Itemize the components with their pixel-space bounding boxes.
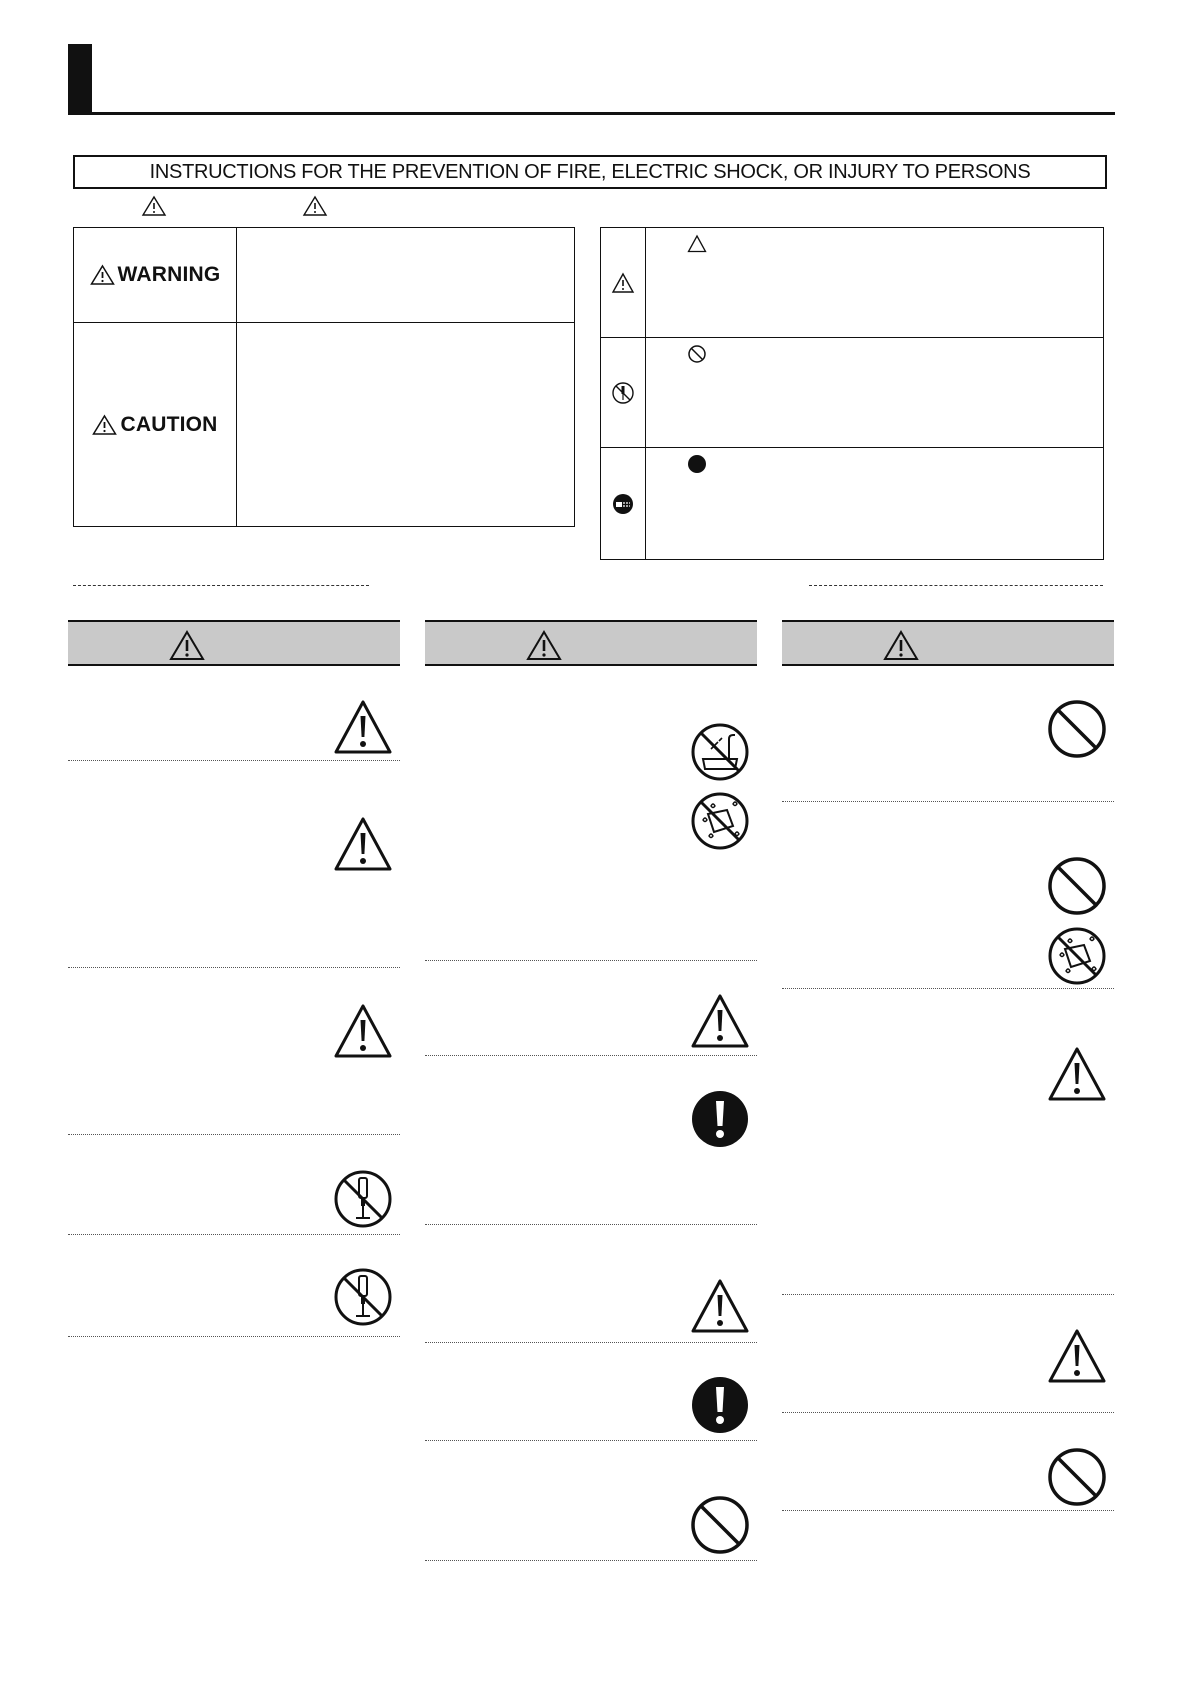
prohibition-circle-icon — [687, 344, 707, 364]
dotted-separator — [425, 1560, 757, 1561]
header-marker-block — [68, 44, 92, 115]
dotted-separator — [68, 1336, 400, 1337]
symbol-row-triangle — [601, 228, 1103, 338]
warning-legend-label — [74, 228, 237, 322]
dotted-separator — [782, 1294, 1114, 1295]
warning-triangle-icon — [90, 264, 115, 286]
dotted-separator — [425, 1224, 757, 1225]
prohibition-circle-icon — [1046, 698, 1108, 760]
warning-triangle-icon — [882, 629, 920, 662]
warning-triangle-icon — [611, 271, 635, 295]
caution-legend-label — [74, 323, 237, 526]
warning-triangle-icon — [1046, 1044, 1108, 1106]
warning-triangle-icon — [302, 195, 328, 217]
dotted-separator — [782, 988, 1114, 989]
page-title: INSTRUCTIONS FOR THE PREVENTION OF FIRE, ELECTRIC SHOCK, OR INJURY TO PERSONS — [73, 155, 1107, 189]
dotted-separator — [68, 1134, 400, 1135]
triangle-outline-icon — [687, 234, 707, 254]
prohibition-circle-icon — [689, 1494, 751, 1556]
dotted-separator — [425, 1055, 757, 1056]
dashed-divider-left — [73, 585, 369, 586]
column-2-header — [425, 620, 757, 666]
warning-triangle-icon — [689, 991, 751, 1053]
header-rule — [68, 112, 1115, 115]
dotted-separator — [425, 1440, 757, 1441]
warning-legend-row — [74, 228, 574, 323]
filled-circle-icon — [687, 454, 707, 474]
no-water-icon — [1046, 925, 1108, 987]
mandatory-exclamation-icon — [689, 1374, 751, 1436]
symbol-row-prohibition — [601, 338, 1103, 448]
warning-triangle-icon — [1046, 1326, 1108, 1388]
warning-label-text: WARNING — [117, 263, 221, 286]
caution-label-text: CAUTION — [120, 412, 218, 436]
warning-triangle-icon — [332, 814, 394, 876]
unplug-icon — [611, 492, 635, 516]
symbol-cell — [601, 338, 646, 447]
dotted-separator — [782, 1412, 1114, 1413]
dashed-divider-right — [809, 585, 1103, 586]
dotted-separator — [68, 760, 400, 761]
warning-triangle-icon — [141, 195, 167, 217]
mandatory-exclamation-icon — [689, 1088, 751, 1150]
dotted-separator — [425, 1342, 757, 1343]
symbol-cell — [601, 228, 646, 337]
prohibition-circle-icon — [1046, 855, 1108, 917]
symbol-cell — [601, 448, 646, 559]
no-disassembly-icon — [332, 1266, 394, 1328]
dotted-separator — [68, 1234, 400, 1235]
dotted-separator — [68, 967, 400, 968]
no-disassembly-icon — [611, 381, 635, 405]
caution-legend-row — [74, 323, 574, 526]
no-disassembly-icon — [332, 1168, 394, 1230]
dotted-separator — [425, 960, 757, 961]
dotted-separator — [782, 1510, 1114, 1511]
symbol-legend-table — [600, 227, 1104, 560]
no-water-icon — [689, 790, 751, 852]
column-1-header — [68, 620, 400, 666]
warning-triangle-icon — [525, 629, 563, 662]
column-3-header — [782, 620, 1114, 666]
no-water-source-icon — [689, 721, 751, 783]
warning-triangle-icon — [92, 414, 117, 436]
warning-triangle-icon — [689, 1276, 751, 1338]
warning-triangle-icon — [168, 629, 206, 662]
prohibition-circle-icon — [1046, 1446, 1108, 1508]
warning-triangle-icon — [332, 697, 394, 759]
signal-word-legend-table — [73, 227, 575, 527]
dotted-separator — [782, 801, 1114, 802]
warning-triangle-icon — [332, 1001, 394, 1063]
symbol-row-mandatory — [601, 448, 1103, 559]
